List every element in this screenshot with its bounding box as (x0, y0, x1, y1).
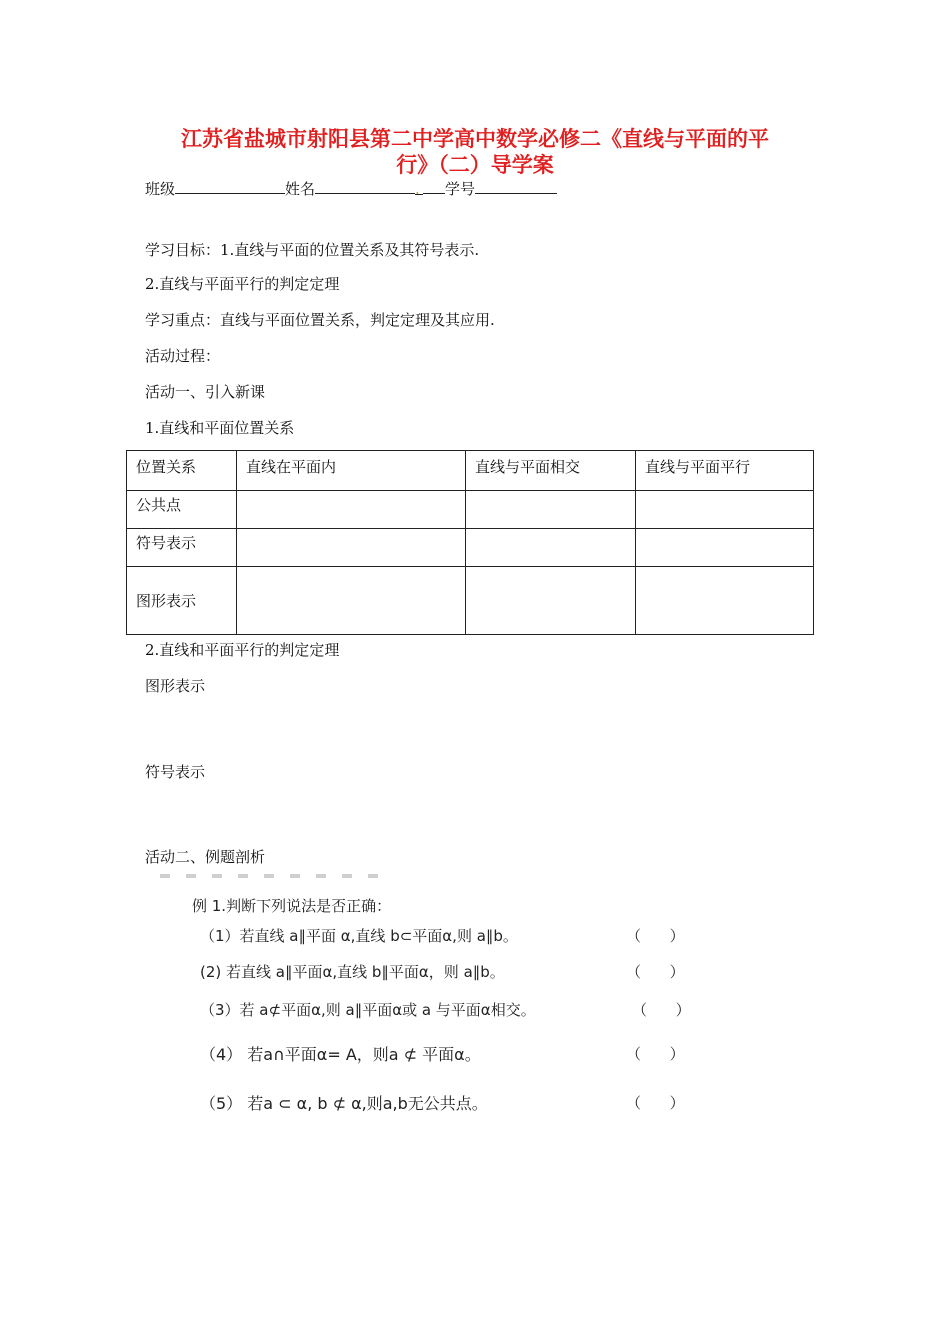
example-item-2: (2) 若直线 a∥平面α,直线 b∥平面α，则 a∥b。 (200, 963, 505, 981)
number-label: 学号 (445, 180, 476, 198)
table-row (127, 529, 814, 567)
class-blank[interactable] (175, 178, 285, 194)
figure-representation-label: 图形表示 (145, 677, 206, 695)
answer-paren-2[interactable]: （ ） (626, 963, 685, 981)
answer-paren-1[interactable]: （ ） (626, 927, 685, 945)
dot-mark: . (415, 179, 423, 195)
example-item-1: （1）若直线 a∥平面 α,直线 b⊂平面α,则 a∥b。 (200, 927, 518, 945)
table-cell[interactable] (636, 567, 814, 635)
answer-paren-3[interactable]: （ ） (632, 1001, 691, 1019)
activity-process-heading: 活动过程： (145, 347, 221, 365)
answer-paren-4[interactable]: （ ） (626, 1045, 685, 1063)
student-info-line (145, 178, 557, 199)
row-label-common-point: 公共点 (127, 491, 237, 529)
example-1-intro: 例 1.判断下列说法是否正确： (192, 897, 392, 915)
table-header-cell: 直线在平面内 (237, 451, 466, 491)
table-cell[interactable] (466, 529, 636, 567)
document-title-line-1: 江苏省盐城市射阳县第二中学高中数学必修二《直线与平面的平 (181, 127, 769, 151)
document-title-line-2: 行》（二）导学案 (396, 153, 554, 177)
activity-2-heading: 活动二、例题剖析 (145, 848, 266, 866)
table-header-cell: 位置关系 (127, 451, 237, 491)
table-row (127, 567, 814, 635)
criterion-subtitle: 2.直线和平面平行的判定定理 (145, 641, 340, 659)
table-cell[interactable] (237, 529, 466, 567)
learning-objective-2: 2.直线与平面平行的判定定理 (145, 275, 340, 293)
table-header-cell: 直线与平面平行 (636, 451, 814, 491)
example-item-4: （4） 若a∩平面α= A，则a ⊄ 平面α。 (200, 1045, 481, 1064)
position-relation-subtitle: 1.直线和平面位置关系 (145, 419, 295, 437)
answer-paren-5[interactable]: （ ） (626, 1094, 685, 1112)
table-header-cell: 直线与平面相交 (466, 451, 636, 491)
faded-line-artifact (160, 874, 390, 878)
name-blank[interactable] (315, 178, 415, 194)
example-item-3: （3）若 a⊄平面α,则 a∥平面α或 a 与平面α相交。 (200, 1001, 536, 1019)
learning-focus: 学习重点：直线与平面位置关系，判定定理及其应用. (145, 311, 495, 329)
class-label: 班级 (145, 180, 176, 198)
number-blank[interactable] (475, 178, 557, 194)
row-label-figure: 图形表示 (127, 567, 237, 635)
table-cell[interactable] (237, 491, 466, 529)
learning-objective-1: 学习目标：1.直线与平面的位置关系及其符号表示. (145, 241, 480, 259)
table-cell[interactable] (636, 529, 814, 567)
table-cell[interactable] (636, 491, 814, 529)
position-relation-table (126, 450, 814, 635)
table-cell[interactable] (466, 491, 636, 529)
spacer-blank (423, 178, 445, 194)
table-header-row (127, 451, 814, 491)
table-row (127, 491, 814, 529)
symbol-representation-label: 符号表示 (145, 763, 206, 781)
row-label-symbol: 符号表示 (127, 529, 237, 567)
activity-1-heading: 活动一、引入新课 (145, 383, 266, 401)
name-label: 姓名 (285, 180, 316, 198)
table-cell[interactable] (237, 567, 466, 635)
table-cell[interactable] (466, 567, 636, 635)
example-item-5: （5） 若a ⊂ α, b ⊄ α,则a,b无公共点。 (200, 1094, 488, 1113)
